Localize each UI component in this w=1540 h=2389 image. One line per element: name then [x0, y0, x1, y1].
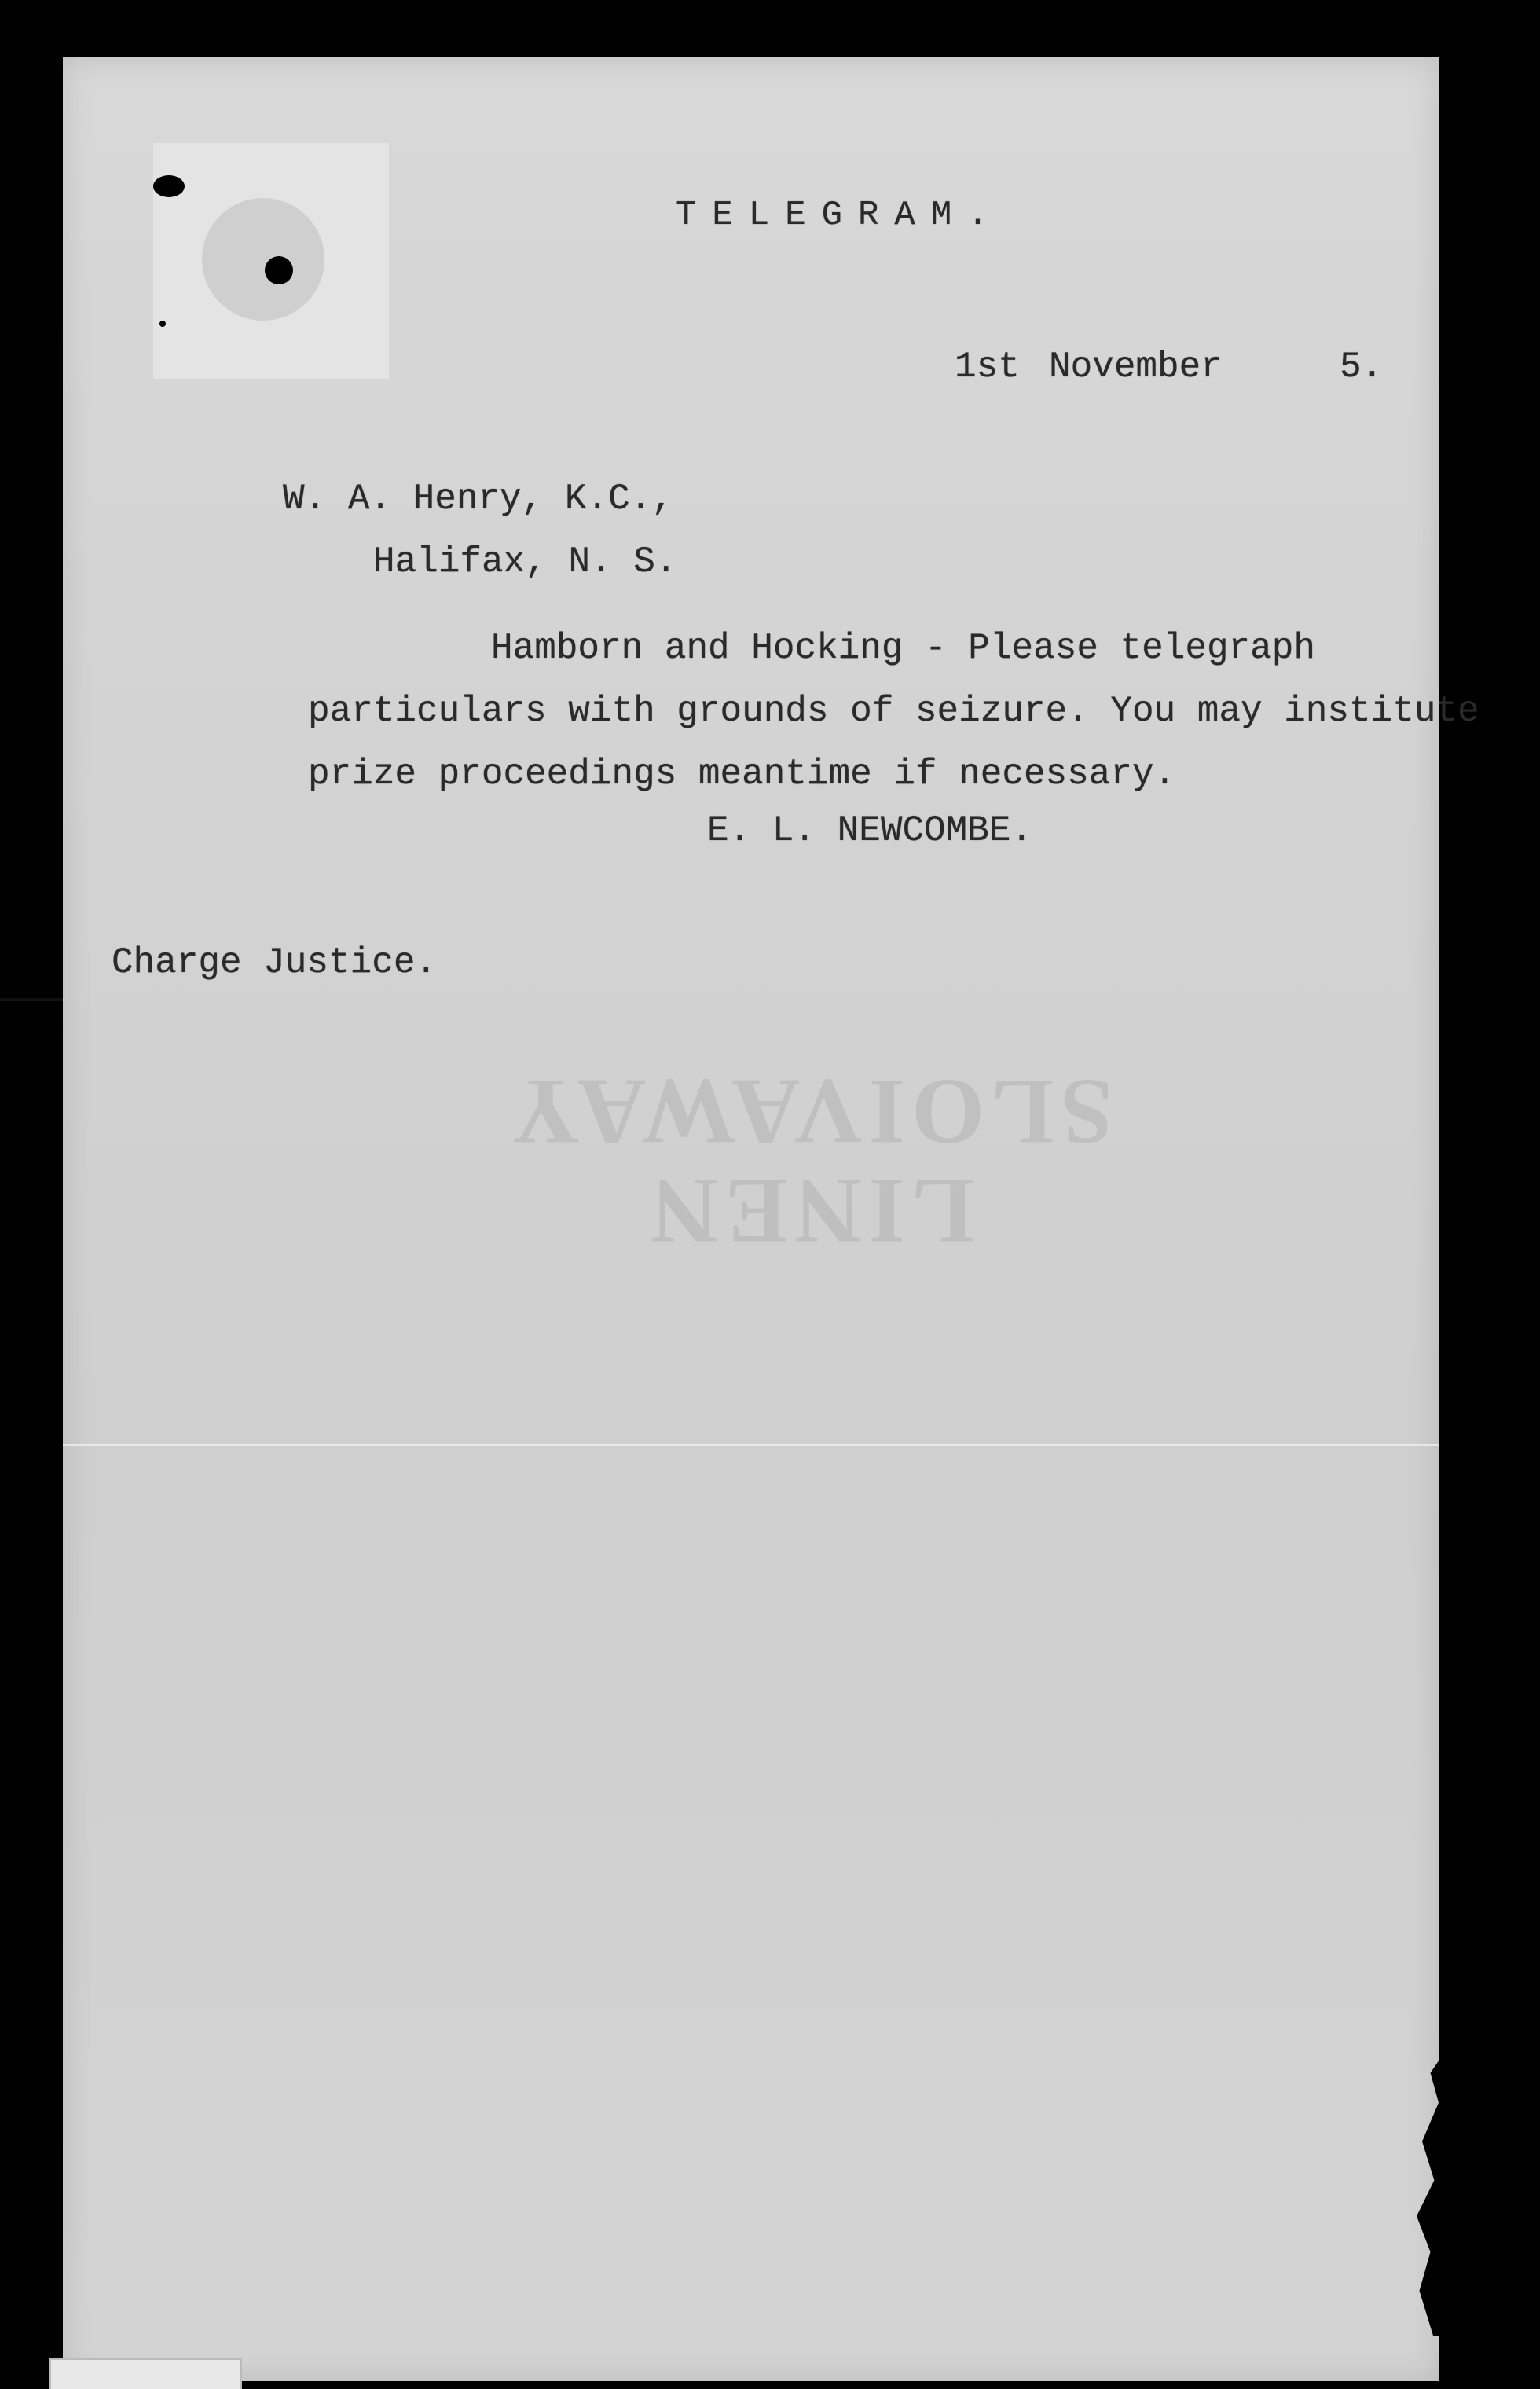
bleed-through-watermark: [456, 1060, 1163, 1264]
charge-note: Charge Justice.: [112, 942, 438, 983]
date-month: November: [1049, 347, 1223, 387]
telegram-sheet: [63, 57, 1480, 2381]
bleed-through-line-1: LINEN: [644, 1159, 975, 1264]
message-line-3: prize proceedings meantime if necessary.: [308, 754, 1176, 794]
date-day: 1st: [955, 347, 1020, 387]
document-title: TELEGRAM.: [676, 196, 1004, 235]
bleed-through-line-2: SLOIVAWAY: [505, 1060, 1113, 1165]
corner-label: [49, 2358, 242, 2389]
signature: E. L. NEWCOMBE.: [707, 810, 1033, 851]
message-line-2: particulars with grounds of seizure. You may institute: [308, 691, 1480, 732]
message-line-1: Hamborn and Hocking - Please telegraph: [491, 628, 1315, 669]
date-year: 5.: [1340, 347, 1384, 387]
margin-mark: [0, 998, 63, 1001]
torn-edge: [1400, 2037, 1455, 2336]
punch-hole-stamp-icon: [153, 143, 389, 379]
recipient-name: W. A. Henry, K.C.,: [283, 479, 673, 519]
recipient-location: Halifax, N. S.: [373, 541, 677, 582]
fold-line: [63, 1444, 1439, 1446]
